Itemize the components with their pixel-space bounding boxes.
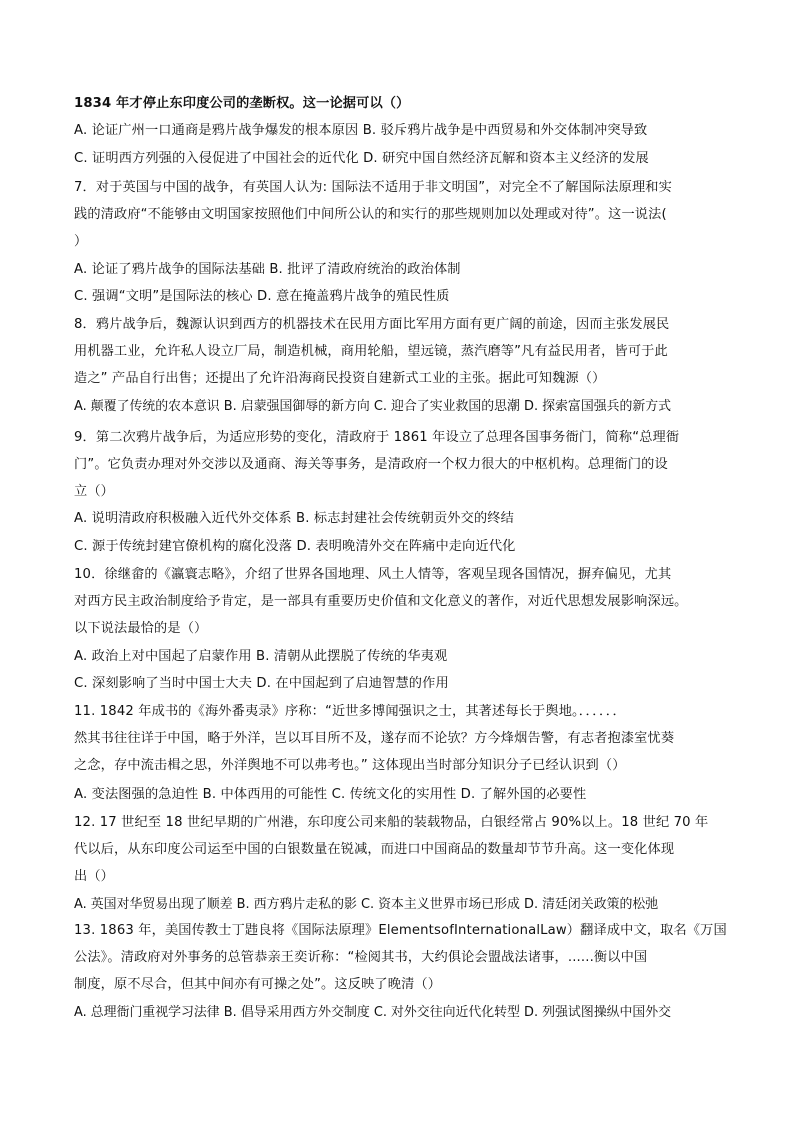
option-line-q7-ab: A. 论证了鸦片战争的国际法基础 B. 批评了清政府统治的政治体制 xyxy=(74,262,461,277)
question-9-line-2: 门”。它负责办理对外交涉以及通商、海关等事务，是清政府一个权力很大的中枢机构。总理衙门的设 xyxy=(74,457,668,472)
question-7-line-1: 7．对于英国与中国的战争，有英国人认为: 国际法不适用于非文明国”，对完全不了解国际法原理和实 xyxy=(74,180,672,195)
question-9-line-3: 立（） xyxy=(74,484,115,499)
question-8-line-3: 造之” 产品自行出售；还提出了允许沿海商民投资自建新式工业的主张。据此可知魏源（） xyxy=(74,371,606,386)
question-10-line-2: 对西方民主政治制度给予肯定，是一部具有重要历史价值和文化意义的著作，对近代思想发展影响深远。 xyxy=(74,594,688,609)
question-10-line-1: 10．徐继畲的《瀛寰志略》，介绍了世界各国地理、风土人情等，客观呈现各国情况，摒弃偏见，尤其 xyxy=(74,567,672,582)
question-13-line-2: 公法》。清政府对外事务的总管恭亲王奕䜣称：“检阅其书，大约俱论会盟战法诸事，......衡以中国 xyxy=(74,950,648,965)
question-10-line-3: 以下说法最恰的是（） xyxy=(74,621,208,636)
option-line-q13: A. 总理衙门重视学习法律 B. 倡导采用西方外交制度 C. 对外交往向近代化转型 D. 列强试图操纵中国外交 xyxy=(74,1005,672,1020)
question-8-line-1: 8．鸦片战争后，魏源认识到西方的机器技术在民用方面比军用方面有更广阔的前途，因而主张发展民 xyxy=(74,317,670,332)
option-line-q9-ab: A. 说明清政府积极融入近代外交体系 B. 标志封建社会传统朝贡外交的终结 xyxy=(74,511,514,526)
question-8-line-2: 用机器工业，允许私人设立厂局，制造机械，商用轮船，望远镜，蒸汽磨等”凡有益民用者，皆可于此 xyxy=(74,344,668,359)
question-12-line-2: 代以后，从东印度公司运至中国的白银数量在锐减，而进口中国商品的数量却节节升高。这一变化体现 xyxy=(74,842,675,857)
question-11-line-1: 11. 1842 年成书的《海外番夷录》序称：“近世多博闻强识之士，其著述每长于舆地。．．．．．． xyxy=(74,704,626,719)
option-line-q10-ab: A. 政治上对中国起了启蒙作用 B. 清朝从此摆脱了传统的华夷观 xyxy=(74,649,448,664)
question-7-line-2: 践的清政府“不能够由文明国家按照他们中间所公认的和实行的那些规则加以处理或对待”。这一说法( xyxy=(74,207,667,222)
option-line-q12: A. 英国对华贸易出现了顺差 B. 西方鸦片走私的影 C. 资本主义世界市场已形成 D. 清廷闭关政策的松弛 xyxy=(74,897,659,912)
option-line-q7-cd: C. 强调“文明”是国际法的核心 D. 意在掩盖鸦片战争的殖民性质 xyxy=(74,289,450,304)
question-7-line-3: ） xyxy=(74,234,88,249)
question-11-line-3: 之念，存中流击楫之思，外洋舆地不可以弗考也。” 这体现出当时部分知识分子已经认识到（） xyxy=(74,758,626,773)
option-line-q6-cd: C. 证明西方列强的入侵促进了中国社会的近代化 D. 研究中国自然经济瓦解和资本主义经济的发展 xyxy=(74,151,649,166)
question-9-line-1: 9．第二次鸦片战争后，为适应形势的变化，清政府于 1861 年设立了总理各国事务衙门，简称“总理衙 xyxy=(74,430,680,445)
text-line-1834-argument: 1834 年才停止东印度公司的垄断权。这一论据可以（） xyxy=(74,96,410,111)
question-13-line-3: 制度，原不尽合，但其中间亦有可操之处”。这反映了晚清（） xyxy=(74,977,442,992)
option-line-q10-cd: C. 深刻影响了当时中国士大夫 D. 在中国起到了启迪智慧的作用 xyxy=(74,676,449,691)
question-13-line-1: 13. 1863 年，美国传教士丁韪良将《国际法原理》ElementsofInternationalLaw）翻译成中文，取名《万国 xyxy=(74,923,727,938)
question-12-line-1: 12. 17 世纪至 18 世纪早期的广州港，东印度公司来船的装载物品，白银经常占 90%以上。18 世纪 70 年 xyxy=(74,815,709,830)
option-line-q11: A. 变法图强的急迫性 B. 中体西用的可能性 C. 传统文化的实用性 D. 了解外国的必要性 xyxy=(74,787,587,802)
question-12-line-3: 出（） xyxy=(74,869,115,884)
question-11-line-2: 然其书往往详于中国，略于外洋，岂以耳目所不及，遂存而不论欤？方今烽烟告警，有志者抱漆室忧葵 xyxy=(74,731,675,746)
option-line-q9-cd: C. 源于传统封建官僚机构的腐化没落 D. 表明晚清外交在阵痛中走向近代化 xyxy=(74,539,516,554)
option-line-q8: A. 颠覆了传统的农本意识 B. 启蒙强国御辱的新方向 C. 迎合了实业救国的思潮 D. 探索富国强兵的新方式 xyxy=(74,399,672,414)
option-line-q6-ab: A. 论证广州一口通商是鸦片战争爆发的根本原因 B. 驳斥鸦片战争是中西贸易和外交体制冲突导致 xyxy=(74,123,648,138)
